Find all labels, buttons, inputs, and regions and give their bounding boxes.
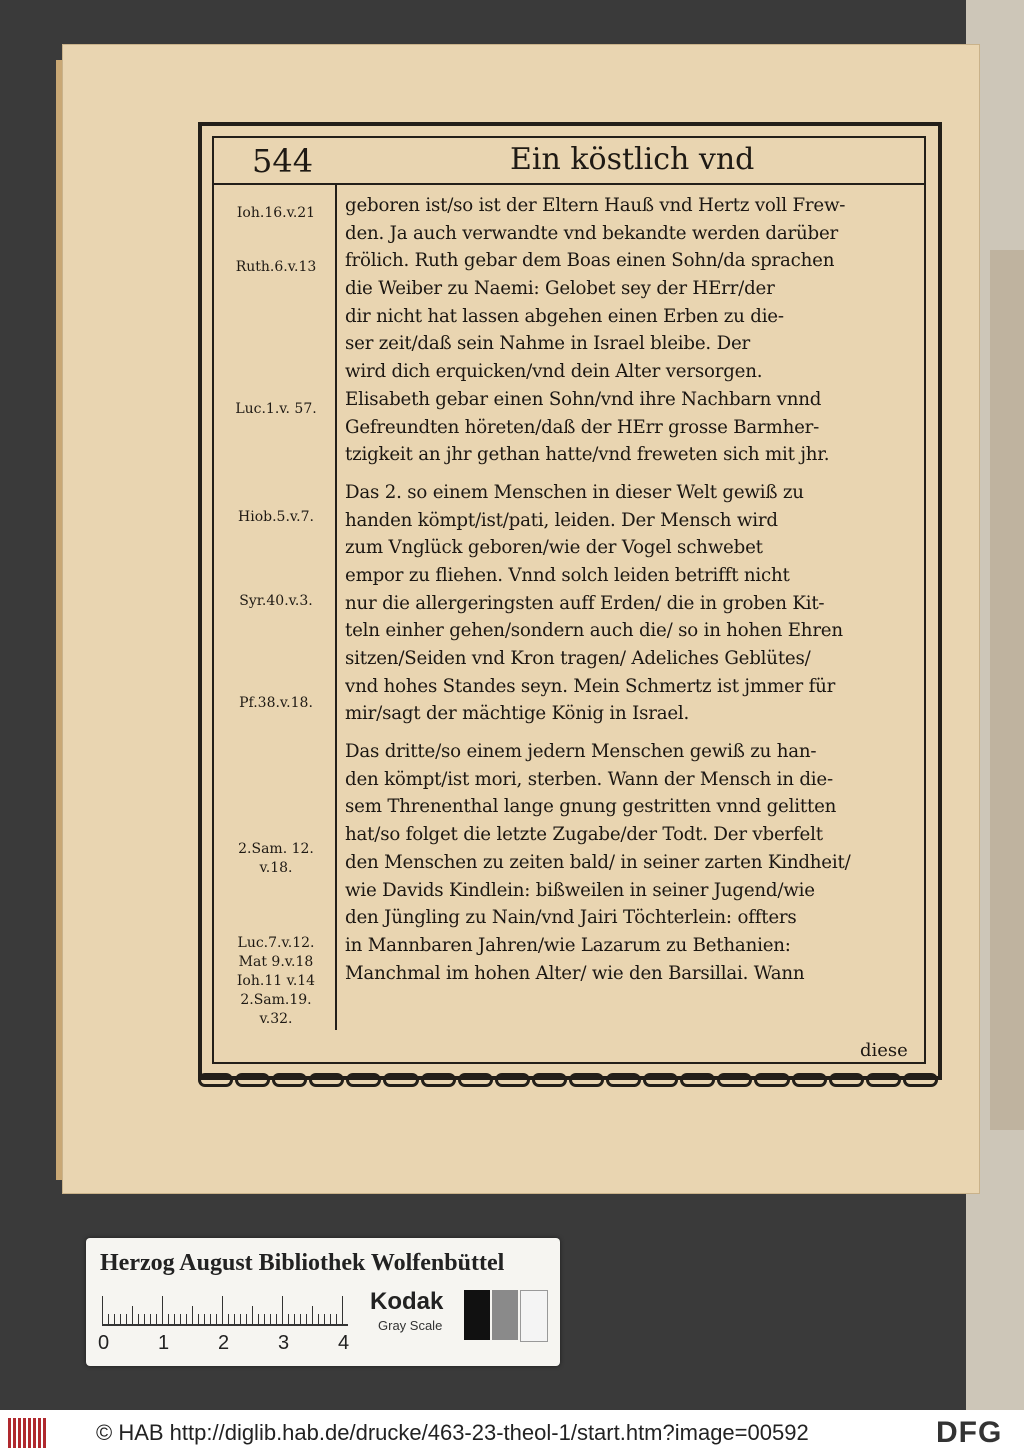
ruler-tick xyxy=(324,1314,325,1324)
margin-note: v.32. xyxy=(259,1011,293,1027)
ruler-tick xyxy=(252,1306,253,1324)
library-icon xyxy=(8,1418,50,1448)
margin-note: Hiob.5.v.7. xyxy=(238,509,314,525)
margin-note: Syr.40.v.3. xyxy=(239,593,313,609)
margin-column-rule xyxy=(335,185,337,1030)
ruler-label: 2 xyxy=(218,1332,230,1354)
body-text xyxy=(345,192,910,987)
ruler-tick xyxy=(282,1296,283,1324)
gray-swatch xyxy=(464,1290,490,1340)
text-line: den kömpt/ist mori, sterben. Wann der Mensch in die- xyxy=(345,768,833,790)
ruler-tick xyxy=(156,1314,157,1324)
text-line: geboren ist/so ist der Eltern Hauß vnd Hertz voll Frew- xyxy=(345,195,846,216)
ornament-link xyxy=(309,1073,344,1087)
text-line: den Jüngling zu Nain/vnd Jairi Töchterlein: offters xyxy=(345,907,797,929)
text-line: sitzen/Seiden vnd Kron tragen/ Adeliches Geblütes/ xyxy=(345,648,811,669)
ruler-label: 3 xyxy=(278,1332,290,1354)
ruler-label: 4 xyxy=(338,1332,350,1354)
ruler-tick xyxy=(102,1296,103,1324)
ruler-tick xyxy=(168,1314,169,1324)
text-line: den. Ja auch verwandte vnd bekandte werden darüber xyxy=(345,222,838,244)
ornament-link xyxy=(680,1073,715,1087)
gray-swatch xyxy=(492,1290,518,1340)
ornament-link xyxy=(717,1073,752,1087)
ruler-tick xyxy=(312,1306,313,1324)
ornament-link xyxy=(569,1073,604,1087)
margin-note: Ruth.6.v.13 xyxy=(235,259,317,275)
paragraph-1 xyxy=(345,192,910,469)
text-line: Das 2. so einem Menschen in dieser Welt gewiß zu xyxy=(345,481,804,503)
margin-note: Ioh.16.v.21 xyxy=(236,205,316,221)
ruler-label: 1 xyxy=(158,1332,170,1354)
text-line: ser zeit/daß sein Nahme in Israel bleibe. Der xyxy=(345,333,751,355)
footer-bar xyxy=(0,1410,1024,1455)
ornament-link xyxy=(643,1073,678,1087)
ornament-link xyxy=(754,1073,789,1087)
text-line: wird dich erquicken/vnd dein Alter versorgen. xyxy=(345,361,763,383)
margin-note: Mat 9.v.18 xyxy=(238,954,314,970)
ornament-link xyxy=(421,1073,456,1087)
ruler-tick xyxy=(108,1314,109,1324)
text-line: nur die allergeringsten auff Erden/ die in groben Kit- xyxy=(345,592,825,614)
text-line: dir nicht hat lassen abgehen einen Erben zu die- xyxy=(345,305,784,327)
ruler-tick xyxy=(276,1314,277,1324)
ornament-link xyxy=(532,1073,567,1087)
ruler-tick xyxy=(132,1306,133,1324)
text-line: Manchmal im hohen Alter/ wie den Barsillai. Wann xyxy=(345,962,805,984)
margin-note: Luc.7.v.12. xyxy=(237,935,315,951)
ruler-tick xyxy=(204,1314,205,1324)
ruler-tick xyxy=(318,1314,319,1324)
ornament-link xyxy=(792,1073,827,1087)
ruler-tick xyxy=(162,1296,163,1324)
margin-note: Luc.1.v. 57. xyxy=(235,401,317,417)
ruler-tick xyxy=(264,1314,265,1324)
ruler-tick xyxy=(330,1314,331,1324)
text-line: Gefreundten höreten/daß der HErr grosse Barmher- xyxy=(345,416,820,438)
text-line: handen kömpt/ist/pati, leiden. Der Mensch wird xyxy=(345,509,778,531)
ornament-link xyxy=(495,1073,530,1087)
ornament-link xyxy=(198,1073,233,1087)
ruler-tick xyxy=(210,1314,211,1324)
text-line: Das dritte/so einem jedern Menschen gewiß zu han- xyxy=(345,741,817,763)
text-line: empor zu fliehen. Vnnd solch leiden betrifft nicht xyxy=(345,564,790,586)
library-name: Herzog August Bibliothek Wolfenbüttel xyxy=(100,1250,505,1276)
ornament-link xyxy=(606,1073,641,1087)
gray-swatch xyxy=(520,1290,548,1342)
source-url[interactable]: © HAB http://diglib.hab.de/drucke/463-23-theol-1/start.htm?image=00592 xyxy=(96,1420,809,1445)
text-line: mir/sagt der mächtige König in Israel. xyxy=(345,703,690,725)
color-scale-card xyxy=(86,1238,560,1366)
ruler-tick xyxy=(288,1314,289,1324)
text-line: frölich. Ruth gebar dem Boas einen Sohn/da sprachen xyxy=(345,250,835,272)
page-number: 544 xyxy=(252,142,314,180)
ruler-tick xyxy=(114,1314,115,1324)
text-line: Elisabeth gebar einen Sohn/vnd ihre Nachbarn vnnd xyxy=(345,388,822,410)
paragraph-3 xyxy=(345,738,910,987)
text-line: teln einher gehen/sondern auch die/ so in hohen Ehren xyxy=(345,620,843,642)
ruler-tick xyxy=(336,1314,337,1324)
text-line: die Weiber zu Naemi: Gelobet sey der HErr/der xyxy=(345,278,775,300)
ruler-tick xyxy=(222,1296,223,1324)
gray-scale-label: Gray Scale xyxy=(378,1318,443,1333)
margin-note: 2.Sam. 12. xyxy=(238,841,314,857)
text-line: sem Threnenthal lange gnung gestritten vnnd gelitten xyxy=(345,796,837,818)
ornament-link xyxy=(346,1073,381,1087)
paragraph-2 xyxy=(345,479,910,728)
dfg-logo: DFG xyxy=(936,1416,1003,1449)
ornament-link xyxy=(272,1073,307,1087)
ruler-tick xyxy=(150,1314,151,1324)
ruler-tick xyxy=(270,1314,271,1324)
ruler-tick xyxy=(126,1314,127,1324)
ruler-tick xyxy=(186,1314,187,1324)
ruler-tick xyxy=(228,1314,229,1324)
ruler-tick xyxy=(234,1314,235,1324)
ruler-tick xyxy=(120,1314,121,1324)
ornament-border xyxy=(198,1066,938,1094)
ornament-link xyxy=(829,1073,864,1087)
ruler-tick xyxy=(258,1314,259,1324)
margin-note: Pf.38.v.18. xyxy=(239,695,313,711)
ornament-link xyxy=(383,1073,418,1087)
ruler-tick xyxy=(300,1314,301,1324)
ornament-link xyxy=(235,1073,270,1087)
text-line: hat/so folget die letzte Zugabe/der Todt. Der vberfelt xyxy=(345,824,823,846)
running-head: Ein köstlich vnd xyxy=(510,142,755,177)
kodak-logo: Kodak xyxy=(370,1288,444,1315)
ruler-tick xyxy=(246,1314,247,1324)
ruler-tick xyxy=(138,1314,139,1324)
ruler-tick xyxy=(198,1314,199,1324)
ornament-link xyxy=(866,1073,901,1087)
ruler-tick xyxy=(306,1314,307,1324)
text-line: tzigkeit an jhr gethan hatte/vnd freweten sich mit jhr. xyxy=(345,444,830,466)
ruler-tick xyxy=(144,1314,145,1324)
ornament-link xyxy=(903,1073,938,1087)
ruler-tick xyxy=(174,1314,175,1324)
margin-note: v.18. xyxy=(259,860,293,876)
ruler-tick xyxy=(342,1296,343,1324)
ruler-tick xyxy=(180,1314,181,1324)
text-line: den Menschen zu zeiten bald/ in seiner zarten Kindheit/ xyxy=(345,851,851,873)
text-line: wie Davids Kindlein: bißweilen in seiner Jugend/wie xyxy=(345,879,815,901)
catchword: diese xyxy=(860,1040,908,1061)
text-line: vnd hohes Standes seyn. Mein Schmertz ist jmmer für xyxy=(345,675,836,697)
margin-note: Ioh.11 v.14 xyxy=(236,973,316,989)
ruler-tick xyxy=(192,1306,193,1324)
text-line: in Mannbaren Jahren/wie Lazarum zu Bethanien: xyxy=(345,934,791,956)
facing-page-shadow xyxy=(990,250,1024,1130)
header-rule xyxy=(212,183,924,185)
text-line: zum Vnglück geboren/wie der Vogel schwebet xyxy=(345,537,763,559)
ruler xyxy=(102,1294,348,1326)
ruler-tick xyxy=(294,1314,295,1324)
margin-note: 2.Sam.19. xyxy=(240,992,312,1008)
ornament-link xyxy=(458,1073,493,1087)
ruler-tick xyxy=(240,1314,241,1324)
ruler-label: 0 xyxy=(98,1332,110,1354)
ruler-tick xyxy=(216,1314,217,1324)
